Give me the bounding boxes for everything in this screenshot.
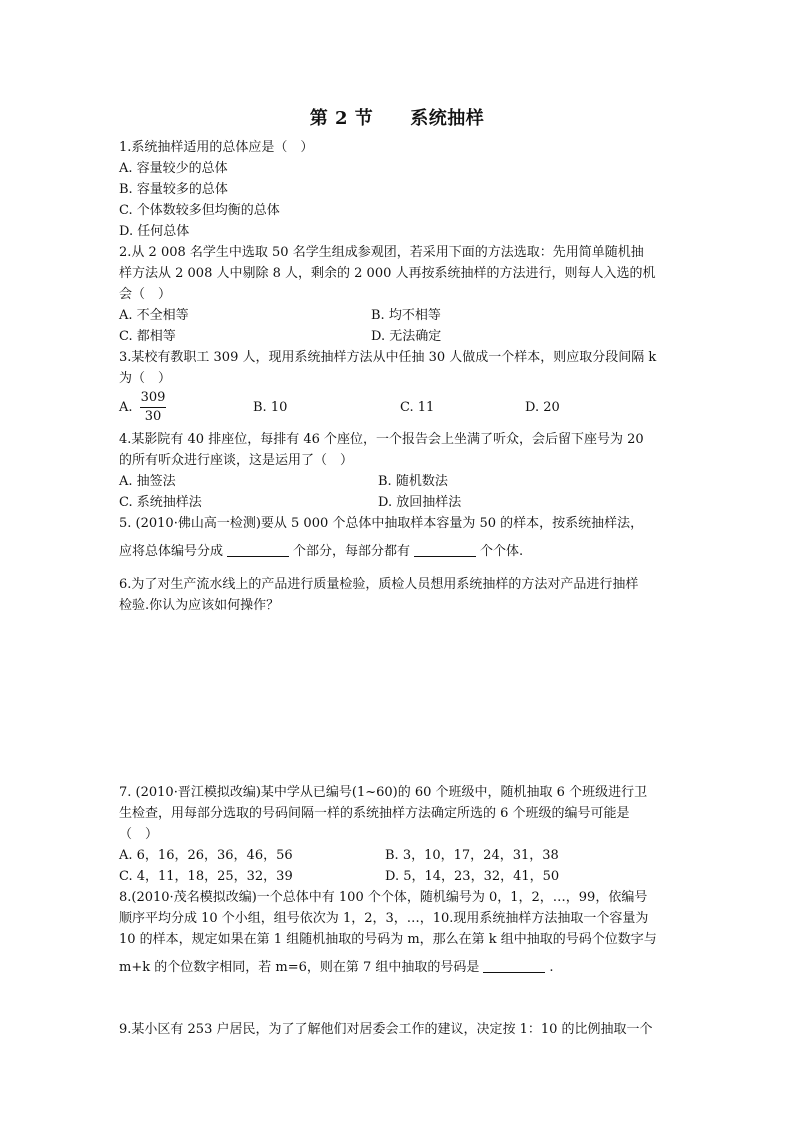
question-4-option-b: B. 随机数法 <box>378 474 448 489</box>
question-5-text-c: 个个体. <box>480 544 524 559</box>
question-6-line-1: 6.为了对生产流水线上的产品进行质量检验，质检人员想用系统抽样的方法对产品进行抽样 <box>119 577 639 592</box>
question-2-line-1: 2.从 2 008 名学生中选取 50 名学生组成参观团，若采用下面的方法选取：先用简单随机抽 <box>119 245 644 260</box>
question-4-line-2: 的所有听众进行座谈，这是运用了（ ） <box>119 453 354 468</box>
question-4-line-1: 4.某影院有 40 排座位，每排有 46 个座位，一个报告会上坐满了听众，会后留下座号为 20 <box>119 432 644 447</box>
question-1-option-c: C. 个体数较多但均衡的总体 <box>119 203 280 218</box>
question-4-option-a: A. 抽签法 <box>119 474 176 489</box>
question-3-option-d: D. 20 <box>525 400 560 415</box>
page-title: 第 2 节 系统抽样 <box>309 108 485 129</box>
question-7-option-c: C. 4，11，18，25，32，39 <box>119 869 293 884</box>
fraction-numerator: 309 <box>140 390 166 405</box>
question-3-option-c: C. 11 <box>400 400 435 415</box>
question-3-option-a-label: A. <box>119 400 133 415</box>
question-8-text-b: . <box>549 960 554 975</box>
question-7-line-3: （ ） <box>119 827 159 842</box>
fraction-bar <box>140 407 166 408</box>
question-8-line-3: 10 的样本，规定如果在第 1 组随机抽取的号码为 m，那么在第 k 组中抽取的号码个位数字与 <box>119 932 657 947</box>
question-8-line-1: 8.(2010·茂名模拟改编)一个总体中有 100 个个体，随机编号为 0，1，2，…，99，依编号 <box>119 890 648 905</box>
question-7-option-a: A. 6，16，26，36，46，56 <box>119 848 293 863</box>
question-1-option-d: D. 任何总体 <box>119 224 190 239</box>
question-2-option-d: D. 无法确定 <box>371 329 442 344</box>
question-6-line-2: 检验.你认为应该如何操作？ <box>119 598 280 613</box>
question-7-line-2: 生检查，用每部分选取的号码间隔一样的系统抽样方法确定所选的 6 个班级的编号可能是 <box>119 806 630 821</box>
question-5-line-1: 5. (2010·佛山高一检测)要从 5 000 个总体中抽取样本容量为 50 的样本，按系统抽样法， <box>119 516 644 531</box>
fraction-denominator: 30 <box>144 409 162 424</box>
question-8-text-a: m+k 的个位数字相同，若 m=6，则在第 7 组中抽取的号码是 <box>119 960 480 975</box>
question-4-option-d: D. 放回抽样法 <box>378 495 462 510</box>
answer-blank-1[interactable] <box>227 542 289 557</box>
question-3-line-1: 3.某校有教职工 309 人，现用系统抽样方法从中任抽 30 人做成一个样本，则应取分段间隔 k <box>119 350 657 365</box>
question-7-option-d: D. 5，14，23，32，41，50 <box>385 869 560 884</box>
question-2-option-c: C. 都相等 <box>119 329 176 344</box>
question-1-option-a: A. 容量较少的总体 <box>119 161 228 176</box>
question-3-line-2: 为（ ） <box>119 371 172 386</box>
question-1-option-b: B. 容量较多的总体 <box>119 182 228 197</box>
question-1-stem: 1.系统抽样适用的总体应是（ ） <box>119 140 314 155</box>
question-2-option-b: B. 均不相等 <box>371 308 441 323</box>
question-5-text-a: 应将总体编号分成 <box>119 544 224 559</box>
question-2-line-2: 样方法从 2 008 人中剔除 8 人，剩余的 2 000 人再按系统抽样的方法进行，则每人入选的机 <box>119 266 656 281</box>
question-3-option-b: B. 10 <box>253 400 288 415</box>
question-2-line-3: 会（ ） <box>119 287 172 302</box>
answer-blank-3[interactable] <box>483 958 545 973</box>
question-4-option-c: C. 系统抽样法 <box>119 495 202 510</box>
question-2-option-a: A. 不全相等 <box>119 308 189 323</box>
question-5-line-2 <box>119 542 523 562</box>
answer-blank-2[interactable] <box>414 542 476 557</box>
question-7-option-b: B. 3，10，17，24，31，38 <box>385 848 559 863</box>
question-9-line-1: 9.某小区有 253 户居民，为了了解他们对居委会工作的建议，决定按 1：10 的比例抽取一个 <box>119 1022 653 1037</box>
question-3-option-a-fraction <box>140 390 166 425</box>
question-8-line-4 <box>119 958 554 978</box>
question-8-line-2: 顺序平均分成 10 个小组，组号依次为 1，2，3，…，10.现用系统抽样方法抽取一个容量为 <box>119 911 649 926</box>
question-5-text-b: 个部分，每部分都有 <box>293 544 411 559</box>
question-7-line-1: 7. (2010·晋江模拟改编)某中学从已编号(1~60)的 60 个班级中，随机抽取 6 个班级进行卫 <box>119 785 648 800</box>
